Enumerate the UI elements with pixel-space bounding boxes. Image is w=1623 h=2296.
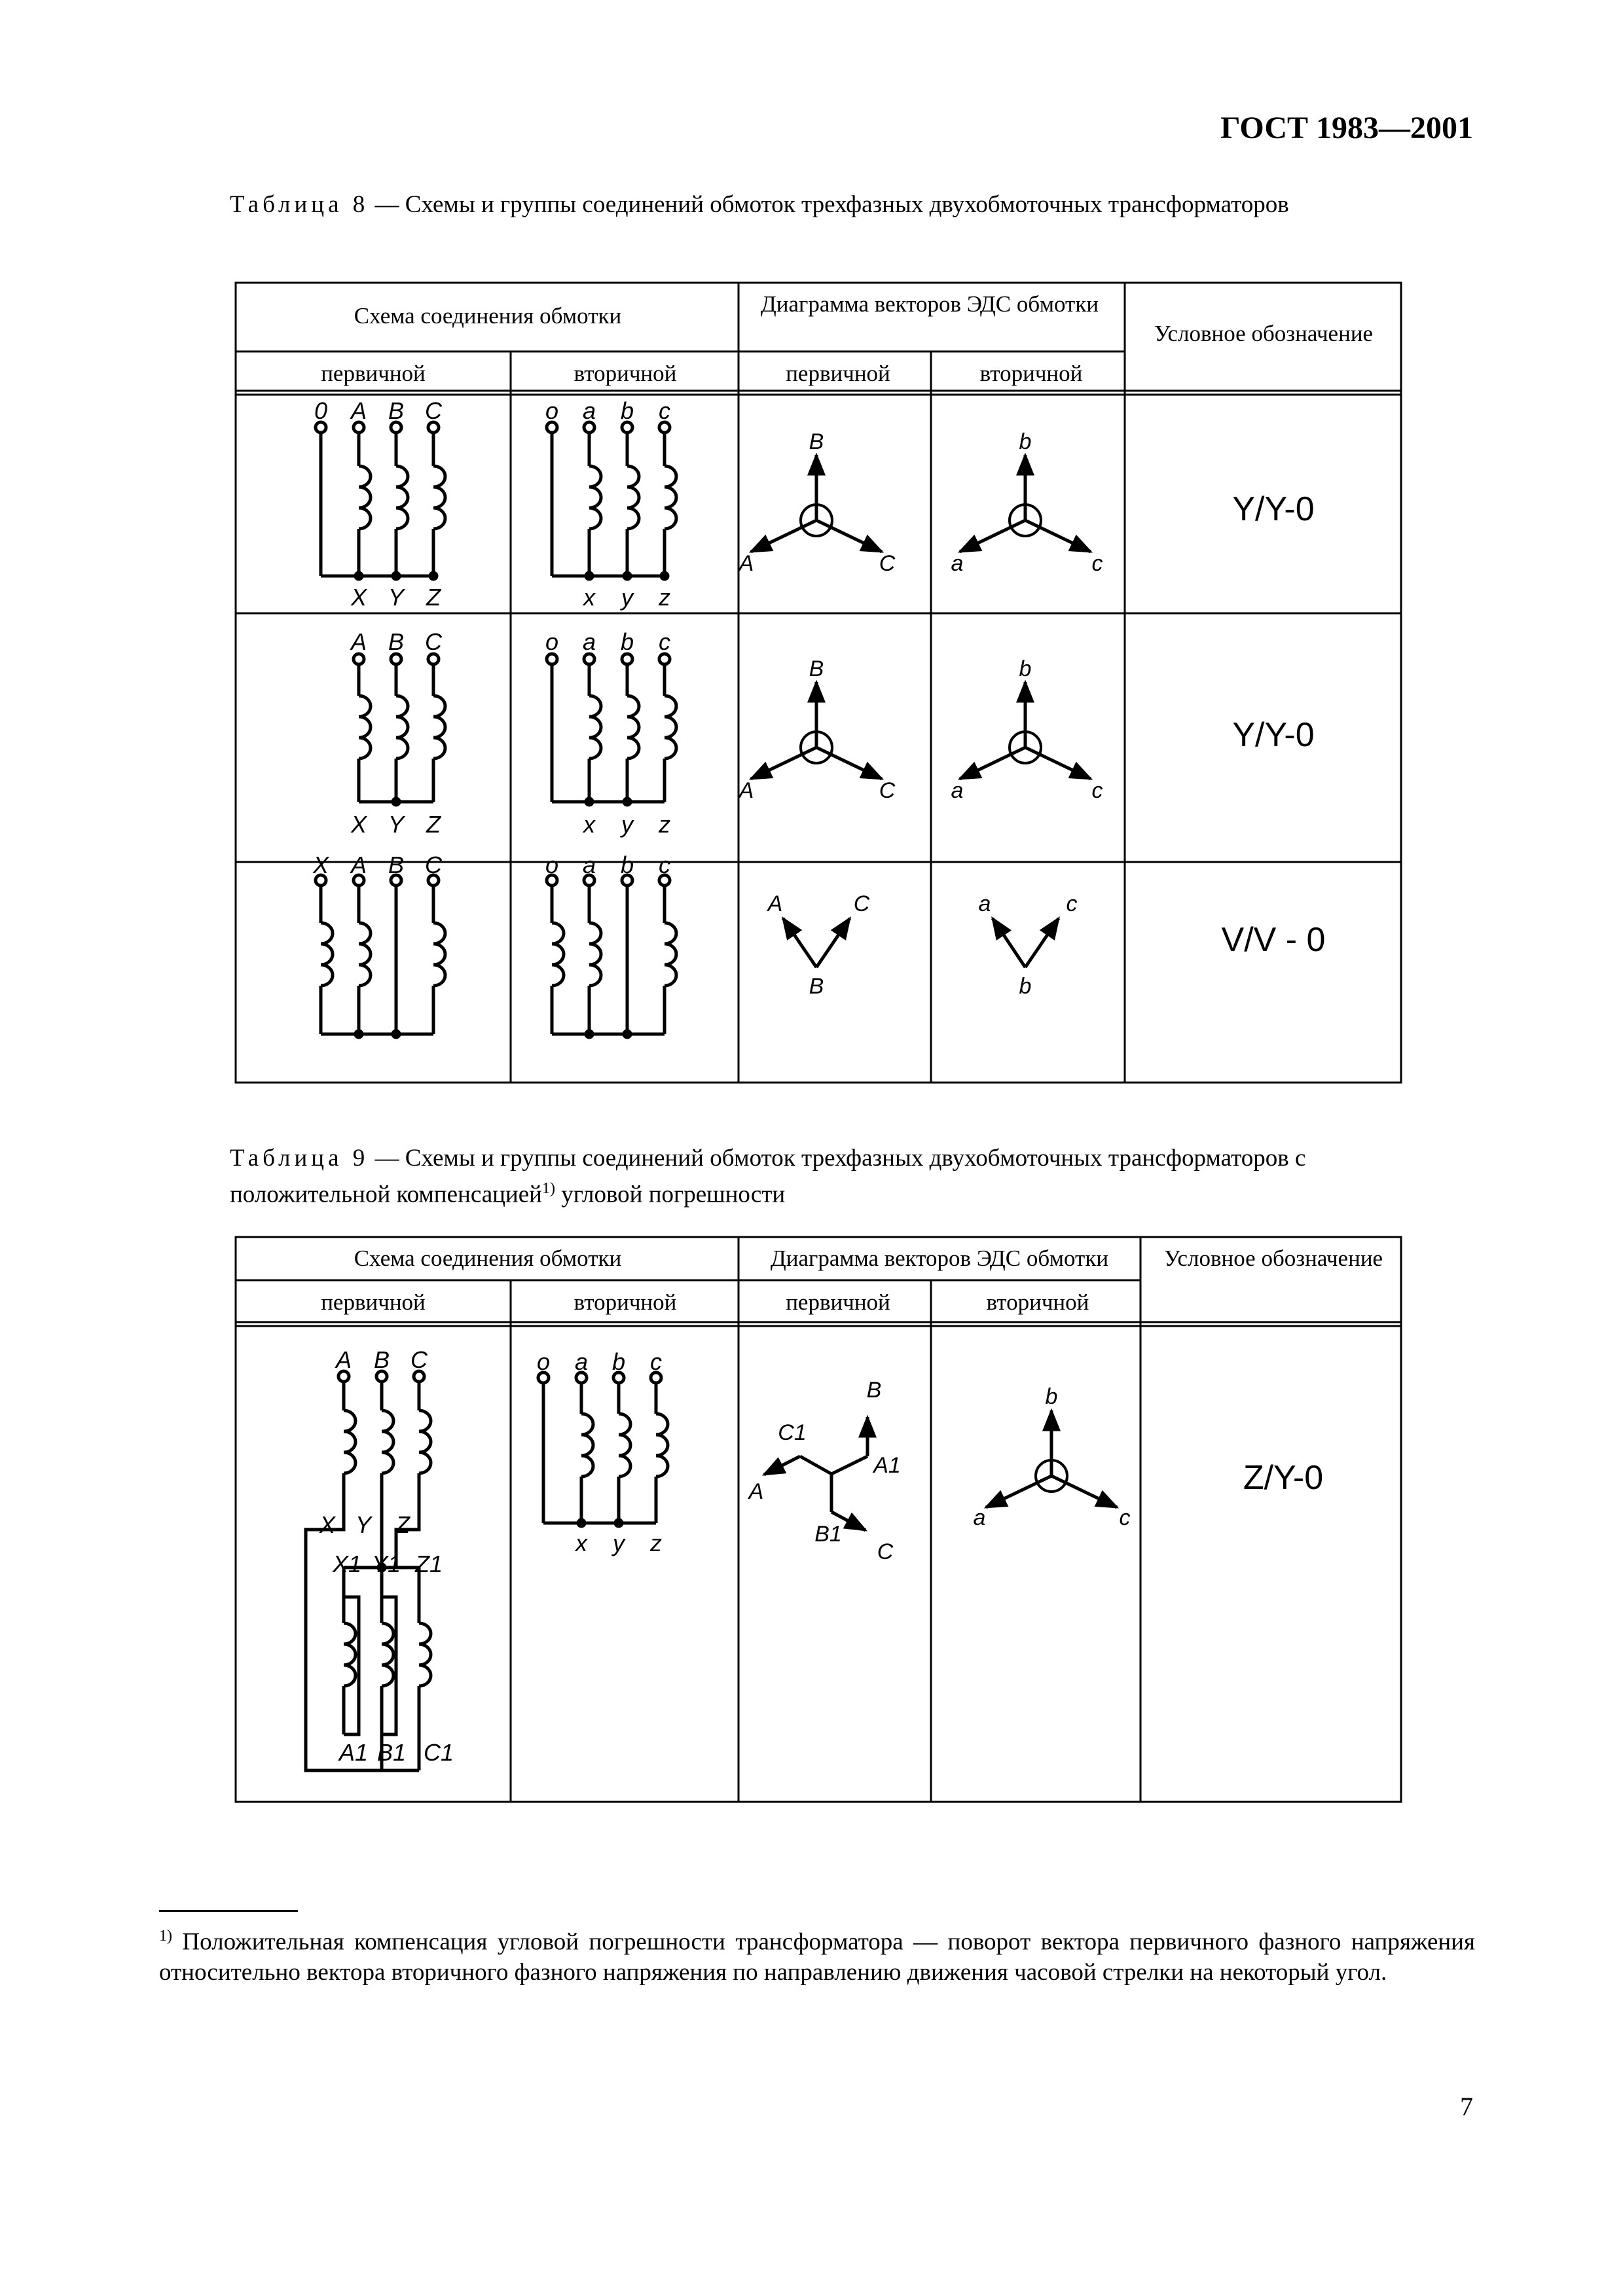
row2-label-X: X: [350, 811, 367, 838]
table9-vec-sub-primary: первичной: [786, 1289, 890, 1315]
footnote: [159, 1921, 1475, 1988]
table8-col-diagram: Диаграмма векторов ЭДС обмотки: [760, 291, 1099, 317]
row3-label-a: a: [582, 852, 596, 878]
table8-vec-sub-secondary: вторичной: [979, 361, 1083, 386]
table9-caption-text: — Схемы и группы соединений обмоток трехфазных двухобмоточных трансформаторов с положительной компенсацией: [230, 1145, 1306, 1208]
row3-symbol: V/V - 0: [1221, 921, 1326, 959]
table9-sub-secondary: вторичной: [574, 1289, 677, 1315]
row1-label-z: z: [659, 584, 670, 611]
footnote-text: Положительная компенсация угловой погрешности трансформатора — поворот вектора первичного фазного напряжения относительно вектора вторичного фазного напряжения по направлению движения часовой стрелки на некоторый угол.: [159, 1928, 1475, 1986]
row1-secondary-labels: [545, 397, 670, 611]
t9-vec-C1: C1: [778, 1420, 807, 1445]
table8-caption-prefix: Таблица 8: [230, 191, 369, 218]
row1-label-b: b: [620, 397, 634, 424]
row1-vector-secondary: [960, 455, 1091, 552]
t9-vec-A1: A1: [873, 1453, 901, 1478]
t9-label-C: C: [410, 1346, 428, 1373]
t9-vec-B1: B1: [814, 1522, 842, 1547]
row1-secondary-scheme: [547, 422, 676, 579]
row2-label-x: x: [583, 811, 595, 838]
row1-label-c: c: [659, 397, 670, 424]
table8-vec-sub-primary: первичной: [786, 361, 890, 386]
t9-vector-secondary: [986, 1410, 1117, 1507]
row2-vec-c: c: [1091, 778, 1103, 803]
row2-vector-primary: [751, 682, 882, 779]
row2-vec-C: C: [879, 778, 896, 803]
row2-symbol: Y/Y-0: [1232, 716, 1315, 754]
t9-label-A: A: [335, 1346, 352, 1373]
t9-label-o: o: [536, 1348, 551, 1375]
row2-label-A: A: [350, 628, 367, 655]
row3-secondary-scheme: [547, 875, 676, 1037]
row3-vec-a: a: [978, 891, 991, 916]
row2-label-o: o: [545, 628, 559, 655]
row1-label-o: o: [545, 397, 559, 424]
footnote-separator: [159, 1910, 298, 1912]
row2-label-C: C: [425, 628, 442, 655]
t9-label-Y1: Y1: [371, 1551, 401, 1577]
t9-vec-a: a: [973, 1505, 986, 1530]
row1-label-A: A: [350, 397, 367, 424]
t9-label-C1: C1: [423, 1739, 454, 1766]
row1-label-x: x: [583, 584, 595, 611]
row1-vec-c: c: [1091, 551, 1103, 576]
row1-primary-scheme: [316, 422, 445, 579]
row3-label-C: C: [425, 852, 442, 878]
t9-vec-c: c: [1119, 1505, 1131, 1530]
document-code: ГОСТ 1983—2001: [1220, 111, 1473, 145]
table8-symbols: [1222, 490, 1326, 959]
row1-label-Z: Z: [426, 584, 441, 611]
table9-footnote-mark: 1): [541, 1180, 555, 1197]
row3-primary-scheme: [316, 875, 445, 1037]
t9-symbol: Z/Y-0: [1243, 1459, 1324, 1497]
row1-vector-secondary-labels: [951, 429, 1103, 576]
table9-col-symbol: Условное обозначение: [1163, 1246, 1383, 1271]
t9-label-B1: B1: [376, 1739, 407, 1766]
table8-sub-primary: первичной: [321, 361, 426, 386]
row3-vec-A: A: [767, 891, 783, 916]
t9-label-y: y: [613, 1530, 625, 1556]
row2-vec-b: b: [1019, 656, 1032, 681]
row3-label-o: o: [545, 852, 559, 878]
t9-label-Z1: Z1: [414, 1551, 443, 1577]
t9-vec-C: C: [877, 1539, 894, 1564]
t9-label-Y: Y: [355, 1511, 372, 1538]
t9-label-Z: Z: [395, 1511, 410, 1538]
row2-vec-B: B: [809, 656, 824, 681]
row1-vec-b: b: [1019, 429, 1032, 454]
row3-label-B: B: [388, 852, 405, 878]
row2-label-B: B: [388, 628, 405, 655]
row1-vec-A: A: [739, 551, 754, 576]
t9-label-b: b: [611, 1348, 626, 1375]
row1-vec-B: B: [809, 429, 824, 454]
row1-vec-C: C: [879, 551, 896, 576]
row3-secondary-labels: [545, 852, 670, 878]
row1-primary-labels: [314, 397, 443, 611]
t9-label-c: c: [650, 1348, 662, 1375]
table9-symbols: [1243, 1459, 1323, 1497]
row3-primary-labels: [312, 852, 443, 878]
row3-label-A: A: [350, 852, 367, 878]
t9-vec-b: b: [1045, 1384, 1058, 1409]
row3-vector-primary-labels: [767, 891, 870, 999]
row2-vec-A: A: [739, 778, 754, 803]
table8-sub-secondary: вторичной: [574, 361, 677, 386]
row1-label-C: C: [425, 397, 442, 424]
row3-label-b: b: [620, 852, 634, 878]
table8-col-scheme: Схема соединения обмотки: [354, 303, 622, 329]
row2-label-y: y: [621, 811, 633, 838]
t9-label-x: x: [575, 1530, 587, 1556]
row1-label-a: a: [582, 397, 596, 424]
t9-vec-A: A: [748, 1479, 764, 1504]
row3-vec-C: C: [853, 891, 870, 916]
row2-primary-scheme: [354, 654, 445, 805]
t9-label-B: B: [373, 1346, 390, 1373]
t9-label-a: a: [574, 1348, 589, 1375]
footnote-mark: 1): [159, 1928, 172, 1945]
row3-vector-secondary-labels: [979, 891, 1078, 999]
t9-secondary-scheme: [538, 1372, 668, 1526]
row1-label-y: y: [621, 584, 633, 611]
t9-label-X1: X1: [332, 1551, 362, 1577]
row3-vec-c: c: [1066, 891, 1078, 916]
row3-vec-B: B: [809, 974, 824, 999]
row1-vec-a: a: [951, 551, 964, 576]
row3-label-X: X: [312, 852, 329, 878]
page-number: 7: [1460, 2092, 1473, 2121]
row2-secondary-scheme: [547, 654, 676, 805]
row3-label-c: c: [659, 852, 670, 878]
row2-vec-a: a: [951, 778, 964, 803]
row1-symbol: Y/Y-0: [1232, 490, 1315, 528]
row3-vector-secondary: [993, 918, 1059, 967]
row1-label-B: B: [388, 397, 405, 424]
table9-vec-sub-secondary: вторичной: [986, 1289, 1089, 1315]
t9-primary-scheme: [306, 1371, 431, 1770]
t9-secondary-labels: [537, 1348, 662, 1556]
row2-label-a: a: [582, 628, 596, 655]
t9-vec-B: B: [866, 1378, 882, 1403]
table9-grid: [236, 1237, 1401, 1802]
row2-label-Z: Z: [426, 811, 441, 838]
table8-caption-text: — Схемы и группы соединений обмоток трехфазных двухобмоточных трансформаторов: [369, 191, 1289, 218]
t9-label-A1: A1: [338, 1739, 369, 1766]
t9-label-X: X: [319, 1511, 336, 1538]
row2-label-b: b: [620, 628, 634, 655]
table9-caption-prefix: Таблица 9: [230, 1145, 369, 1172]
row2-secondary-labels: [545, 628, 670, 838]
row1-vector-primary: [751, 455, 882, 552]
row1-label-0: 0: [314, 397, 328, 424]
t9-primary-labels: [319, 1346, 454, 1766]
row2-label-c: c: [659, 628, 670, 655]
row3-vec-b: b: [1019, 974, 1032, 999]
row2-label-z: z: [659, 811, 670, 838]
table8-col-symbol: Условное обозначение: [1154, 321, 1374, 346]
row2-label-Y: Y: [388, 811, 405, 838]
table9-col-diagram: Диаграмма векторов ЭДС обмотки: [770, 1246, 1109, 1271]
t9-label-z: z: [650, 1530, 662, 1556]
row2-vector-secondary: [960, 682, 1091, 779]
table9-sub-primary: первичной: [321, 1289, 426, 1315]
table9-col-scheme: Схема соединения обмотки: [354, 1246, 622, 1271]
row2-vector-secondary-labels: [951, 656, 1103, 803]
table9-caption-tail: угловой погрешности: [555, 1181, 786, 1208]
row3-vector-primary: [783, 918, 850, 967]
row1-label-X: X: [350, 584, 367, 611]
row1-label-Y: Y: [388, 584, 405, 611]
